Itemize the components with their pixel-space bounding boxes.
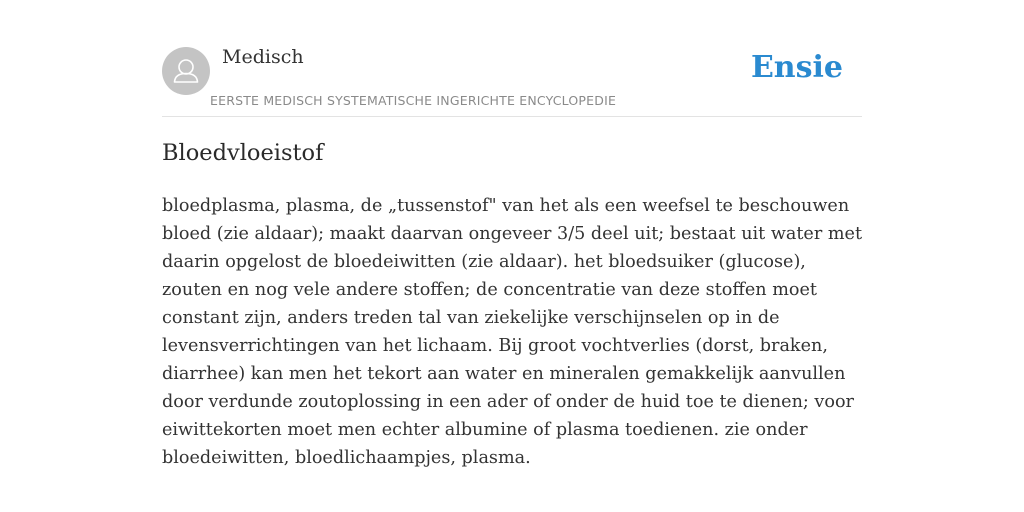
brand-logo-link[interactable]: Ensie	[750, 50, 843, 85]
source-header	[162, 0, 862, 117]
entry-title: Bloedvloeistof	[162, 140, 324, 166]
source-name-link[interactable]: Medisch	[222, 46, 304, 68]
user-icon	[162, 47, 210, 95]
entry-body: bloedplasma, plasma, de „tussenstof" van het als een weefsel te beschouwen bloed (zie aldaar); maakt daarvan ongeveer 3/5 deel uit; bestaat uit water met daarin opgelost de bloedeiwitten (zie aldaar). het bloedsuiker (glucose), zouten en nog vele andere stoffen; de concentratie van deze stoffen moet constant zijn, anders treden tal van ziekelijke verschijnselen op in de levensverrichtingen van het lichaam. Bij groot vochtverlies (dorst, braken, diarrhee) kan men het tekort aan water en mineralen gemakkelijk aanvullen door verdunde zoutoplossing in een ader of onder de huid toe te dienen; voor eiwittekorten moet men echter albumine of plasma toedienen. zie onder bloedeiwitten, bloedlichaampjes, plasma.	[162, 196, 863, 468]
page-container	[162, 0, 863, 468]
source-avatar[interactable]	[162, 47, 210, 95]
source-subtitle: EERSTE MEDISCH SYSTEMATISCHE INGERICHTE ENCYCLOPEDIE	[210, 93, 617, 108]
